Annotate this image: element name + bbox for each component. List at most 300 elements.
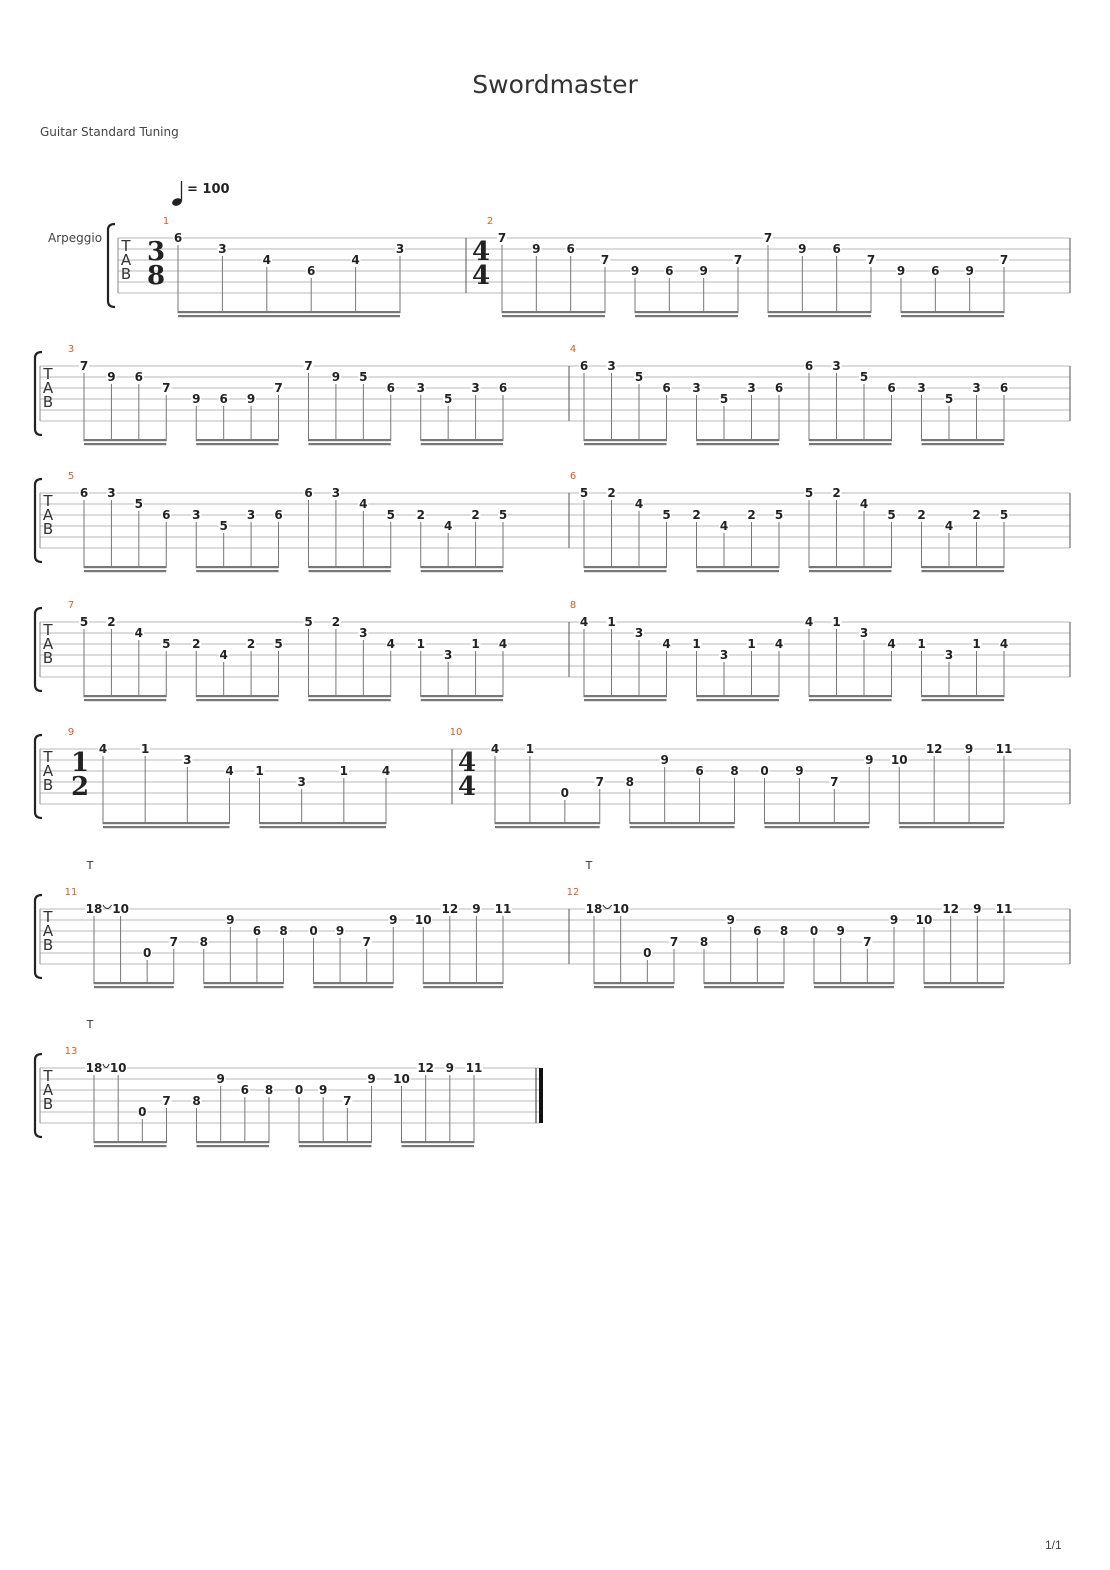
fret-number: 4 [859,497,869,511]
final-bar-thick [539,1068,543,1123]
fret-number: 4 [359,497,368,511]
tempo-value: = 100 [187,182,230,197]
beam [584,699,667,701]
tap-marker: T [86,1018,94,1031]
measure [570,344,1070,445]
system-bracket [35,479,42,562]
fret-number: 1 [607,615,616,629]
beam [196,695,278,697]
fret-number: 10 [393,1072,410,1086]
beam [94,1145,167,1147]
measure-number: 9 [67,727,75,738]
beam [178,311,400,313]
fret-number: 6 [307,264,316,278]
beam [584,566,667,568]
tab-letter-b: B [42,936,54,954]
fret-number: 1 [416,637,425,651]
fret-number: 3 [972,381,981,395]
beam [84,695,166,697]
measure [65,859,569,988]
fret-number: 9 [964,742,974,756]
fret-number: 9 [367,1072,376,1086]
fret-number: 7 [763,231,773,245]
fret-number: 0 [760,764,769,778]
fret-number: 7 [733,253,743,267]
fret-number: 9 [216,1072,225,1086]
fret-number: 0 [142,946,152,960]
beam [103,826,230,828]
fret-number: 7 [274,381,283,395]
fret-number: 6 [252,924,262,938]
song-title: Swordmaster [472,70,638,99]
beam [922,570,1005,572]
measure [472,216,1070,317]
fret-number: 1 [917,637,926,651]
tab-letter-b: B [42,776,54,794]
slur [603,905,612,909]
fret-number: 6 [695,764,704,778]
fret-number: 6 [566,242,575,256]
beam [423,986,503,988]
beam [94,986,174,988]
tab-letter-a: A [42,1081,54,1099]
measure-number: 12 [566,887,580,898]
measure-number: 1 [162,216,170,227]
measure [68,727,452,828]
fret-number: 3 [471,381,480,395]
page-number: 1/1 [1045,1538,1062,1552]
beam [697,566,780,568]
tab-letter-t: T [43,492,53,510]
beam [697,699,780,701]
fret-number: 8 [192,1094,201,1108]
fret-number: 10 [109,1061,127,1075]
beam [94,1141,167,1143]
fret-number: 0 [138,1105,147,1119]
system-bracket [108,224,115,307]
beam [922,443,1005,445]
fret-number: 6 [240,1083,250,1097]
fret-number: 5 [498,508,508,522]
tab-letter-b: B [42,649,54,667]
beam [309,443,391,445]
fret-number: 6 [832,242,841,256]
tab-system [35,727,1070,828]
measure [570,600,1070,701]
fret-number: 5 [304,615,313,629]
beam [495,822,600,824]
fret-number: 9 [726,913,735,927]
tempo-marking [171,181,229,207]
fret-number: 7 [669,935,679,949]
beam [421,566,503,568]
fret-number: 7 [595,775,604,789]
measure-number: 13 [64,1046,78,1057]
measure-number: 5 [67,471,75,482]
system-bracket [35,352,42,435]
beam [594,982,674,984]
fret-number: 3 [359,626,368,640]
measure [147,216,466,317]
tab-letter-a: A [42,635,54,653]
system-bracket [35,895,42,978]
beam [204,982,284,984]
beam [594,986,674,988]
fret-number: 7 [362,935,371,949]
fret-number: 5 [443,392,453,406]
fret-number: 12 [942,902,960,916]
fret-number: 1 [832,615,841,629]
fret-number: 10 [414,913,432,927]
fret-number: 4 [98,742,108,756]
fret-number: 18 [85,902,103,916]
fret-number: 9 [331,370,341,384]
fret-number: 4 [579,615,589,629]
fret-number: 4 [887,637,896,651]
measure [450,727,1070,828]
fret-number: 6 [134,370,144,384]
tab-letter-b: B [42,1095,54,1113]
beam [901,315,1004,317]
fret-number: 2 [972,508,981,522]
fret-number: 6 [774,381,784,395]
beam [84,699,166,701]
beam [635,311,738,313]
fret-number: 7 [162,381,171,395]
fret-number: 7 [304,359,313,373]
beam [584,443,667,445]
measure-number: 6 [569,471,577,482]
beam [421,695,503,697]
fret-number: 8 [264,1083,274,1097]
time-signature-top: 4 [457,748,477,778]
fret-number: 7 [863,935,872,949]
beam [922,439,1005,441]
time-signature-bottom: 4 [457,772,477,802]
tab-letter-t: T [121,237,131,255]
tab-letter-a: A [42,762,54,780]
fret-number: 1 [471,637,480,651]
tab-letter-a: A [42,922,54,940]
time-signature-bottom: 4 [471,261,491,291]
beam [899,822,1004,824]
beam [196,566,278,568]
fret-number: 9 [795,764,804,778]
fret-number: 4 [386,637,395,651]
fret-number: 10 [915,913,933,927]
beam [94,982,174,984]
beam [765,826,870,828]
fret-number: 12 [441,902,459,916]
beam [84,566,166,568]
beam [309,439,391,441]
fret-number: 5 [134,497,144,511]
fret-number: 9 [226,913,235,927]
tab-letter-t: T [43,365,53,383]
fret-number: 8 [279,924,288,938]
tab-letter-b: B [42,520,54,538]
fret-number: 9 [973,902,982,916]
beam [197,1145,270,1147]
fret-number: 2 [832,486,841,500]
fret-number: 9 [246,392,256,406]
beam [421,570,503,572]
system-bracket [35,735,42,818]
fret-number: 8 [699,935,709,949]
fret-number: 5 [662,508,671,522]
beam [196,443,278,445]
fret-number: 4 [719,519,729,533]
tab-letter-a: A [120,251,132,269]
fret-number: 2 [107,615,116,629]
fret-number: 7 [162,1094,171,1108]
beam [196,439,278,441]
beam [630,826,735,828]
fret-number: 9 [889,913,899,927]
fret-number: 9 [836,924,845,938]
fret-number: 5 [274,637,283,651]
beam [502,311,605,313]
beam [314,986,394,988]
fret-number: 9 [335,924,345,938]
fret-number: 9 [798,242,807,256]
fret-number: 4 [490,742,500,756]
fret-number: 6 [579,359,589,373]
fret-number: 4 [219,648,228,662]
fret-number: 6 [931,264,940,278]
beam [495,826,600,828]
beam [635,315,738,317]
measure [65,1018,543,1147]
fret-number: 0 [294,1083,304,1097]
fret-number: 3 [395,242,405,256]
fret-number: 9 [318,1083,328,1097]
tuning-label: Guitar Standard Tuning [40,125,179,139]
fret-number: 5 [634,370,644,384]
fret-number: 10 [890,753,908,767]
fret-number: 4 [774,637,784,651]
fret-number: 5 [804,486,814,500]
beam [84,570,166,572]
beam [697,695,780,697]
beam [899,826,1004,828]
fret-number: 3 [218,242,227,256]
fret-number: 9 [965,264,974,278]
fret-number: 7 [999,253,1009,267]
fret-number: 3 [719,648,729,662]
measure-number: 7 [67,600,75,611]
fret-number: 2 [416,508,425,522]
fret-number: 0 [309,924,318,938]
time-signature-top: 1 [70,748,90,778]
tab-letter-t: T [43,908,53,926]
fret-number: 6 [498,381,508,395]
fret-number: 3 [634,626,644,640]
beam [765,822,870,824]
fret-number: 5 [887,508,896,522]
fret-number: 3 [944,648,954,662]
fret-number: 6 [79,486,89,500]
beam [922,695,1005,697]
tab-letter-b: B [42,393,54,411]
beam [704,982,784,984]
beam [814,986,894,988]
fret-number: 6 [304,486,313,500]
fret-number: 5 [944,392,954,406]
beam [584,695,667,697]
beam [809,439,892,441]
fret-number: 2 [331,615,341,629]
beam [260,826,387,828]
fret-number: 2 [692,508,701,522]
fret-number: 9 [389,913,398,927]
measure [68,471,569,572]
fret-number: 4 [498,637,508,651]
fret-number: 1 [692,637,701,651]
fret-number: 4 [662,637,671,651]
fret-number: 2 [607,486,616,500]
beam [421,443,503,445]
fret-number: 7 [79,359,89,373]
fret-number: 5 [162,637,171,651]
fret-number: 6 [999,381,1009,395]
fret-number: 3 [107,486,116,500]
tab-system [35,344,1070,445]
time-signature-top: 4 [471,237,491,267]
fret-number: 5 [774,508,784,522]
beam [922,699,1005,701]
beam [204,986,284,988]
fret-number: 3 [183,753,192,767]
measure [68,600,569,701]
fret-number: 10 [112,902,129,916]
tab-letter-t: T [43,621,53,639]
tab-letter-a: A [42,379,54,397]
time-signature-bottom: 8 [146,261,166,291]
tab-letter-b: B [120,265,132,283]
fret-number: 4 [225,764,234,778]
beam [309,699,391,701]
fret-number: 12 [925,742,943,756]
beam [314,982,394,984]
fret-number: 7 [600,253,610,267]
beam [421,699,503,701]
fret-number: 6 [753,924,762,938]
beam [924,986,1004,988]
fret-number: 2 [192,637,201,651]
tap-marker: T [86,859,94,872]
beam [299,1141,372,1143]
beam [922,566,1005,568]
beam [697,570,780,572]
beam [309,570,391,572]
beam [402,1145,475,1147]
fret-number: 7 [830,775,839,789]
fret-number: 4 [381,764,391,778]
fret-number: 3 [832,359,841,373]
fret-number: 0 [560,786,570,800]
fret-number: 6 [173,231,183,245]
fret-number: 6 [162,508,171,522]
fret-number: 5 [719,392,729,406]
fret-number: 10 [612,902,630,916]
fret-number: 6 [804,359,814,373]
fret-number: 9 [630,264,640,278]
track-name-label: Arpeggio [48,231,103,245]
slur [103,1064,109,1068]
fret-number: 7 [866,253,876,267]
fret-number: 3 [297,775,306,789]
fret-number: 1 [255,764,264,778]
slur [103,905,112,909]
fret-number: 5 [386,508,395,522]
tab-letter-t: T [43,748,53,766]
fret-number: 2 [747,508,756,522]
fret-number: 8 [779,924,789,938]
beam [809,566,892,568]
fret-number: 5 [999,508,1009,522]
fret-number: 8 [730,764,739,778]
beam [421,439,503,441]
fret-number: 12 [417,1061,435,1075]
fret-number: 4 [262,253,271,267]
fret-number: 5 [219,519,228,533]
fret-number: 9 [445,1061,455,1075]
fret-number: 3 [859,626,869,640]
measure-number: 4 [569,344,577,355]
fret-number: 18 [85,1061,103,1075]
beam [697,443,780,445]
beam [309,566,391,568]
tab-system [35,859,1070,988]
fret-number: 1 [747,637,756,651]
fret-number: 7 [169,935,178,949]
beam [814,982,894,984]
tab-system [35,1018,543,1147]
fret-number: 1 [972,637,981,651]
tab-letter-a: A [42,506,54,524]
beam [768,311,871,313]
fret-number: 11 [465,1061,483,1075]
fret-number: 5 [359,370,368,384]
tab-system [35,471,1070,572]
fret-number: 4 [351,253,360,267]
fret-number: 6 [662,381,671,395]
fret-number: 9 [107,370,116,384]
fret-number: 0 [643,946,652,960]
fret-number: 3 [416,381,425,395]
fret-number: 1 [140,742,150,756]
beam [502,315,605,317]
system-bracket [35,1054,42,1137]
beam [402,1141,475,1143]
fret-number: 6 [219,392,228,406]
beam [197,1141,270,1143]
fret-number: 2 [917,508,926,522]
fret-number: 3 [747,381,756,395]
tab-system [108,216,1070,317]
beam [309,695,391,697]
fret-number: 18 [585,902,603,916]
beam [423,982,503,984]
fret-number: 0 [809,924,819,938]
fret-number: 3 [917,381,926,395]
fret-number: 6 [274,508,283,522]
beam [178,315,400,317]
system-bracket [35,608,42,691]
fret-number: 6 [887,381,896,395]
beam [84,443,166,445]
